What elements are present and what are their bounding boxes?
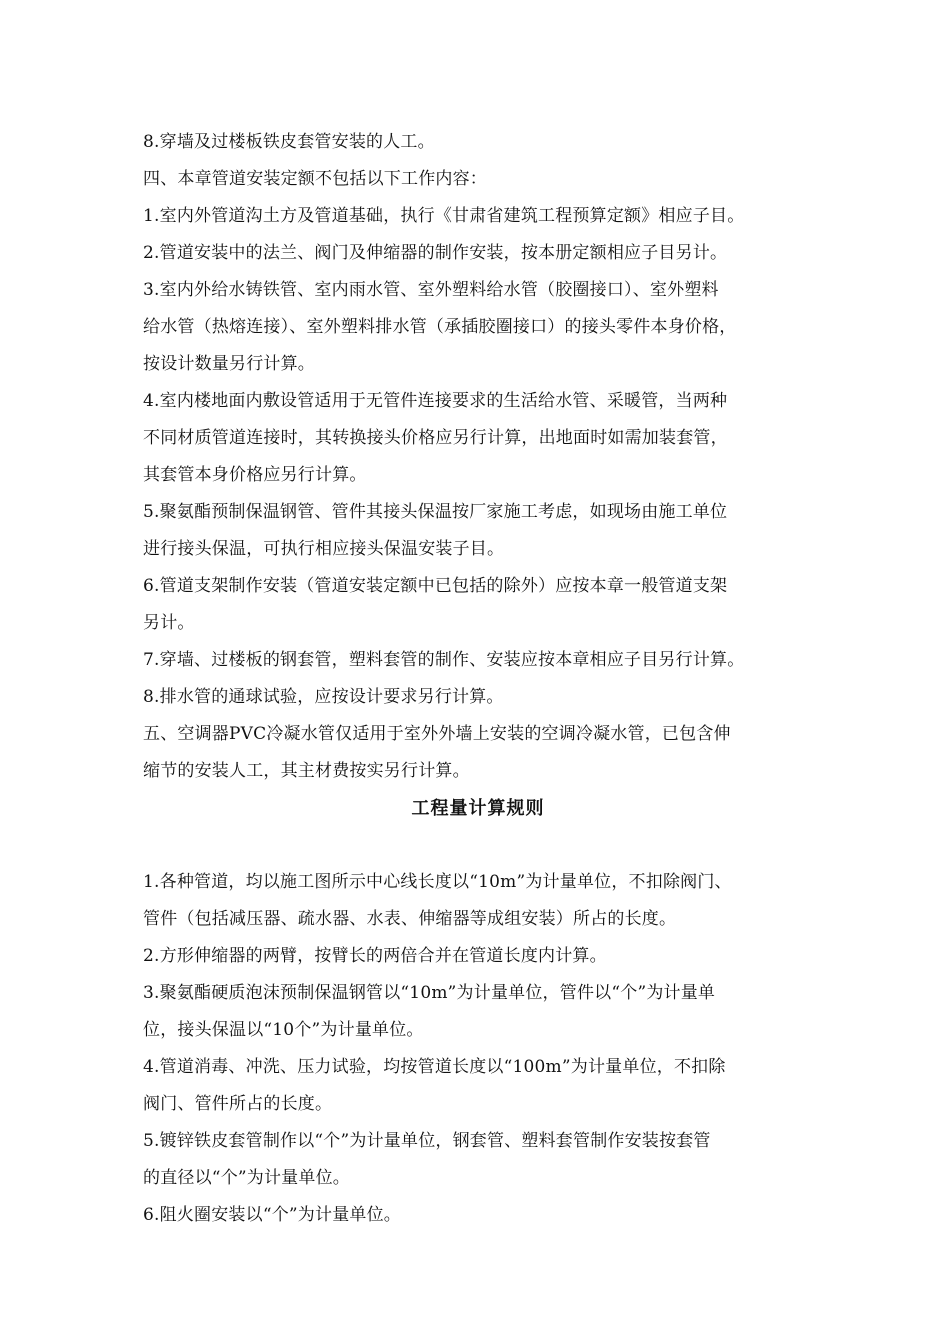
text-line: 3.聚氨酯硬质泡沫预制保温钢管以“10m”为计量单位，管件以“个”为计量单 bbox=[143, 983, 716, 1003]
text-line: 缩节的安装人工，其主材费按实另行计算。 bbox=[143, 761, 470, 781]
text-line: 3.室内外给水铸铁管、室内雨水管、室外塑料给水管（胶圈接口）、室外塑料 bbox=[143, 280, 719, 300]
text-line: 其套管本身价格应另行计算。 bbox=[143, 465, 367, 485]
text-line: 的直径以“个”为计量单位。 bbox=[143, 1168, 350, 1188]
text-line: 给水管（热熔连接）、室外塑料排水管（承插胶圈接口）的接头零件本身价格， bbox=[143, 317, 737, 337]
text-line: 8.排水管的通球试验，应按设计要求另行计算。 bbox=[143, 687, 504, 707]
text-line: 阀门、管件所占的长度。 bbox=[143, 1094, 333, 1114]
section-heading-five: 五、空调器PVC冷凝水管仅适用于室外外墙上安装的空调冷凝水管，已包含伸 bbox=[143, 724, 731, 744]
text-line: 5.镀锌铁皮套管制作以“个”为计量单位，钢套管、塑料套管制作安装按套管 bbox=[143, 1131, 711, 1151]
text-line: 2.管道安装中的法兰、阀门及伸缩器的制作安装，按本册定额相应子目另计。 bbox=[143, 243, 728, 263]
text-line: 不同材质管道连接时，其转换接头价格应另行计算，出地面时如需加装套管， bbox=[143, 428, 728, 448]
text-line: 4.管道消毒、冲洗、压力试验，均按管道长度以“100m”为计量单位，不扣除 bbox=[143, 1057, 726, 1077]
text-line: 按设计数量另行计算。 bbox=[143, 354, 315, 374]
text-line: 另计。 bbox=[143, 613, 195, 633]
document-body bbox=[143, 124, 813, 1234]
text-line: 8.穿墙及过楼板铁皮套管安装的人工。 bbox=[143, 132, 435, 152]
text-line: 6.管道支架制作安装（管道安装定额中已包括的除外）应按本章一般管道支架 bbox=[143, 576, 728, 596]
text-line: 5.聚氨酯预制保温钢管、管件其接头保温按厂家施工考虑，如现场由施工单位 bbox=[143, 502, 728, 522]
text-line: 管件（包括减压器、疏水器、水表、伸缩器等成组安装）所占的长度。 bbox=[143, 909, 677, 929]
section-heading-four: 四、本章管道安装定额不包括以下工作内容： bbox=[143, 169, 487, 189]
text-line: 1.室内外管道沟土方及管道基础，执行《甘肃省建筑工程预算定额》相应子目。 bbox=[143, 206, 745, 226]
text-line: 4.室内楼地面内敷设管适用于无管件连接要求的生活给水管、采暖管，当两种 bbox=[143, 391, 728, 411]
text-line: 6.阻火圈安装以“个”为计量单位。 bbox=[143, 1205, 402, 1225]
text-line: 1.各种管道，均以施工图所示中心线长度以“10m”为计量单位，不扣除阀门、 bbox=[143, 872, 732, 892]
text-line: 7.穿墙、过楼板的钢套管，塑料套管的制作、安装应按本章相应子目另行计算。 bbox=[143, 650, 745, 670]
text-line: 进行接头保温，可执行相应接头保温安装子目。 bbox=[143, 539, 505, 559]
text-line: 2.方形伸缩器的两臂，按臂长的两倍合并在管道长度内计算。 bbox=[143, 946, 607, 966]
section-title: 工程量计算规则 bbox=[411, 798, 545, 819]
text-line: 位，接头保温以“10个”为计量单位。 bbox=[143, 1020, 424, 1040]
